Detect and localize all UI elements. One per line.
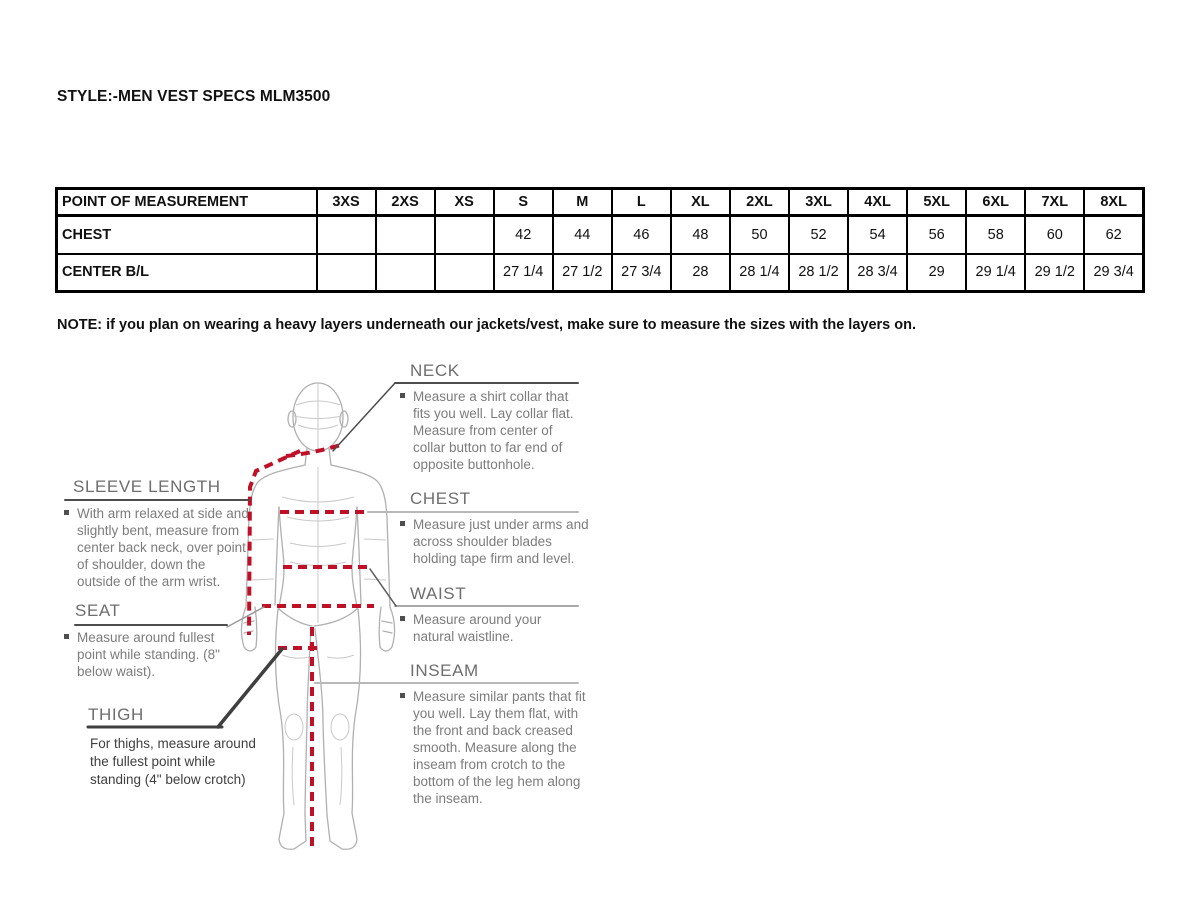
row-label-chest: CHEST [57,216,317,254]
section-text-inseam: Measure similar pants that fit you well. Lay them flat, with the front and back creased smooth. Measure along the inseam from crotch to the bottom of the leg hem along the inseam. [400,688,592,807]
bullet-square-icon [400,616,405,621]
size-value-cell: 27 1/2 [553,254,612,292]
col-header-8xl: 8XL [1084,189,1143,216]
section-title-thigh: THIGH [88,705,144,724]
waist-leader-line [370,569,396,606]
size-value-cell: 58 [966,216,1025,254]
section-text-seat: Measure around fullest point while standing. (8" below waist). [64,629,229,680]
section-text-sleeve-length: With arm relaxed at side and slightly bent, measure from center back neck, over point of shoulder, down the outside of the arm wrist. [64,505,252,590]
col-header-4xl: 4XL [848,189,907,216]
size-value-cell: 29 3/4 [1084,254,1143,292]
layers-note: NOTE: if you plan on wearing a heavy layers underneath our jackets/vest, make sure to measure the sizes with the layers on. [57,317,917,333]
col-header-3xs: 3XS [317,189,376,216]
size-value-cell: 56 [907,216,966,254]
size-value-cell: 42 [494,216,553,254]
table-row-chest [57,216,1144,254]
size-value-cell: 54 [848,216,907,254]
section-title-inseam: INSEAM [410,661,479,680]
size-value-cell [317,254,376,292]
col-header-l: L [612,189,671,216]
size-value-cell: 29 1/4 [966,254,1025,292]
size-value-cell: 28 1/2 [789,254,848,292]
size-table-header-row [57,189,1144,216]
col-header-3xl: 3XL [789,189,848,216]
section-text-chest: Measure just under arms and across shoulder blades holding tape firm and level. [400,516,590,567]
bullet-square-icon [400,393,405,398]
col-header-2xl: 2XL [730,189,789,216]
section-title-chest: CHEST [410,489,471,508]
table-row-center-bl [57,254,1144,292]
size-value-cell: 48 [671,216,730,254]
size-value-cell [376,254,435,292]
size-value-cell: 60 [1025,216,1084,254]
section-title-neck: NECK [410,361,460,380]
bullet-square-icon [64,510,69,515]
bullet-square-icon [64,634,69,639]
section-title-sleeve-length: SLEEVE LENGTH [73,477,221,496]
size-value-cell: 52 [789,216,848,254]
col-header-2xs: 2XS [376,189,435,216]
size-value-cell: 50 [730,216,789,254]
col-header-m: M [553,189,612,216]
section-title-seat: SEAT [75,601,121,620]
size-value-cell [317,216,376,254]
body-contour-lines [252,383,386,805]
section-text-thigh: For thighs, measure around the fullest point while standing (4" below crotch) [90,736,256,787]
size-value-cell: 29 1/2 [1025,254,1084,292]
size-value-cell [435,216,494,254]
bullet-square-icon [400,521,405,526]
section-title-waist: WAIST [410,584,467,603]
size-value-cell: 62 [1084,216,1143,254]
size-value-cell: 44 [553,216,612,254]
size-value-cell: 28 [671,254,730,292]
col-header-xs: XS [435,189,494,216]
page-title: STYLE:-MEN VEST SPECS MLM3500 [57,88,331,105]
col-header-6xl: 6XL [966,189,1025,216]
size-value-cell: 29 [907,254,966,292]
col-header-s: S [494,189,553,216]
col-header-xl: XL [671,189,730,216]
size-value-cell: 27 3/4 [612,254,671,292]
bullet-square-icon [400,693,405,698]
col-header-point-of-measurement: POINT OF MEASUREMENT [57,189,317,216]
row-label-center-bl: CENTER B/L [57,254,317,292]
section-text-waist: Measure around your natural waistline. [400,611,565,645]
size-value-cell: 28 1/4 [730,254,789,292]
col-header-7xl: 7XL [1025,189,1084,216]
size-value-cell [435,254,494,292]
section-text-neck: Measure a shirt collar that fits you well. Lay collar flat. Measure from center of collar button to far end of opposite buttonhole. [400,388,585,473]
size-value-cell [376,216,435,254]
size-spec-table [55,187,1145,293]
col-header-5xl: 5XL [907,189,966,216]
size-value-cell: 46 [612,216,671,254]
size-value-cell: 27 1/4 [494,254,553,292]
neck-leader-line [333,383,395,451]
size-value-cell: 28 3/4 [848,254,907,292]
